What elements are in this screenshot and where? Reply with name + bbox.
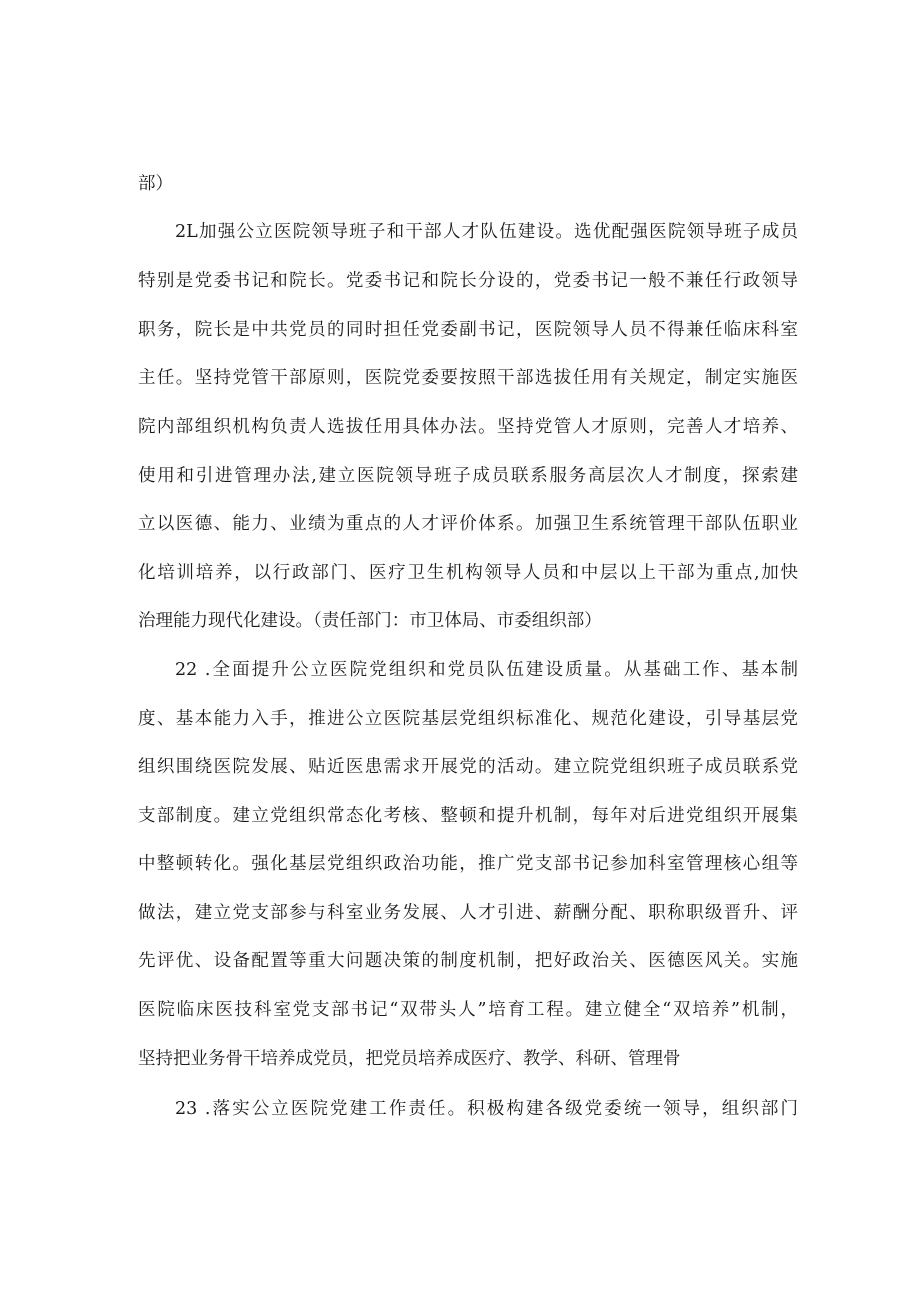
paragraph-21-line-9: 治理能力现代化建设。（责任部门：市卫体局、市委组织部）	[138, 611, 602, 631]
text-line-1: 部）	[138, 174, 173, 194]
paragraph-22-line-2: 度、基本能力入手，推进公立医院基层党组织标准化、规范化建设，引导基层党	[138, 709, 798, 729]
paragraph-21-line-4: 主任。坚持党管干部原则，医院党委要按照干部选拔任用有关规定，制定实施医	[138, 368, 798, 388]
paragraph-22-line-9: 坚持把业务骨干培养成党员，把党员培养成医疗、教学、科研、管理骨	[138, 1049, 681, 1069]
paragraph-22-line-8: 医院临床医技科室党支部书记“双带头人”培育工程。建立健全“双培养”机制，	[138, 1000, 798, 1020]
paragraph-23-line-1: 23 .落实公立医院党建工作责任。积极构建各级党委统一领导，组织部门	[175, 1099, 798, 1119]
paragraph-22-line-6: 做法，建立党支部参与科室业务发展、人才引进、薪酬分配、职称职级晋升、评	[138, 903, 798, 923]
paragraph-21-line-5: 院内部组织机构负责人选拔任用具体办法。坚持党管人才原则，完善人才培养、	[138, 417, 798, 437]
paragraph-21-line-7: 立以医德、能力、业绩为重点的人才评价体系。加强卫生系统管理干部队伍职业	[138, 514, 798, 534]
paragraph-21-line-1: 2L加强公立医院领导班子和干部人才队伍建设。选优配强医院领导班子成员	[175, 222, 798, 242]
paragraph-22-line-5: 中整顿转化。强化基层党组织政治功能，推广党支部书记参加科室管理核心组等	[138, 854, 798, 874]
paragraph-21-line-2: 特别是党委书记和院长。党委书记和院长分设的，党委书记一般不兼任行政领导	[138, 271, 798, 291]
paragraph-21-line-6: 使用和引进管理办法,建立医院领导班子成员联系服务高层次人才制度，探索建	[138, 466, 798, 486]
paragraph-21-line-8: 化培训培养，以行政部门、医疗卫生机构领导人员和中层以上干部为重点,加快	[138, 563, 798, 583]
paragraph-21-line-3: 职务，院长是中共党员的同时担任党委副书记，医院领导人员不得兼任临床科室	[138, 320, 798, 340]
paragraph-22-line-7: 先评优、设备配置等重大问题决策的制度机制，把好政治关、医德医风关。实施	[138, 951, 798, 971]
paragraph-22-line-1: 22 .全面提升公立医院党组织和党员队伍建设质量。从基础工作、基本制	[175, 660, 798, 680]
paragraph-22-line-3: 组织围绕医院发展、贴近医患需求开展党的活动。建立院党组织班子成员联系党	[138, 757, 798, 777]
paragraph-22-line-4: 支部制度。建立党组织常态化考核、整顿和提升机制，每年对后进党组织开展集	[138, 806, 798, 826]
